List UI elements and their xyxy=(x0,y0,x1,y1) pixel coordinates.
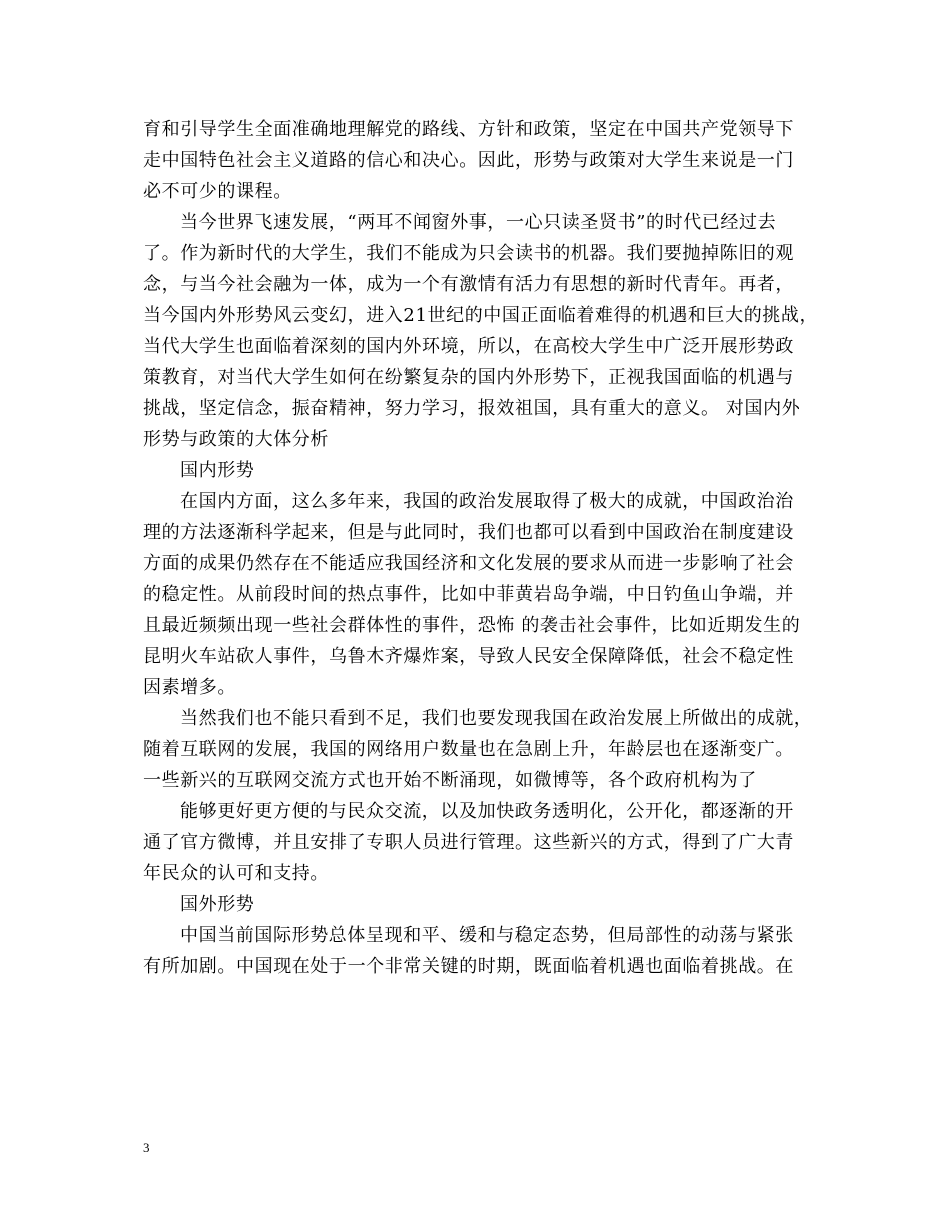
text-line: 念，与当今社会融为一体，成为一个有激情有活力有思想的新时代青年。再者， xyxy=(143,274,794,295)
paragraph-start: 在国内方面，这么多年来，我国的政治发展取得了极大的成就，中国政治治 xyxy=(180,491,794,512)
text-line: 一些新兴的互联网交流方式也开始不断涌现，如微博等，各个政府机构为了 xyxy=(143,770,757,791)
text-line: 必不可少的课程。 xyxy=(143,181,292,202)
text-line: 方面的成果仍然存在不能适应我国经济和文化发展的要求从而进一步影响了社会 xyxy=(143,553,794,574)
text-line: 因素增多。 xyxy=(143,677,236,698)
text-line: 形势与政策的大体分析 xyxy=(143,429,329,450)
text-line: 育和引导学生全面准确地理解党的路线、方针和政策，坚定在中国共产党领导下 xyxy=(143,119,794,140)
text-line: 理的方法逐渐科学起来，但是与此同时，我们也都可以看到中国政治在制度建设 xyxy=(143,522,794,543)
text-line: 随着互联网的发展，我国的网络用户数量也在急剧上升，年龄层也在逐渐变广。 xyxy=(143,739,794,760)
text-line: 走中国特色社会主义道路的信心和决心。因此，形势与政策对大学生来说是一门 xyxy=(143,150,794,171)
section-heading: 国外形势 xyxy=(180,894,255,915)
text-line: 当代大学生也面临着深刻的国内外环境，所以，在高校大学生中广泛开展形势政 xyxy=(143,336,794,357)
paragraph-start: 中国当前国际形势总体呈现和平、缓和与稳定态势，但局部性的动荡与紧张 xyxy=(180,925,794,946)
text-line: 昆明火车站砍人事件，乌鲁木齐爆炸案，导致人民安全保障降低，社会不稳定性 xyxy=(143,646,794,667)
text-line: 且最近频频出现一些社会群体性的事件，恐怖 的袭击社会事件，比如近期发生的 xyxy=(143,615,801,636)
section-heading: 国内形势 xyxy=(180,460,255,481)
text-line: 挑战，坚定信念，振奋精神，努力学习，报效祖国，具有重大的意义。 对国内外 xyxy=(143,398,801,419)
text-line: 当今国内外形势风云变幻，进入21世纪的中国正面临着难得的机遇和巨大的挑战， xyxy=(143,305,819,326)
text-line: 了。作为新时代的大学生，我们不能成为只会读书的机器。我们要抛掉陈旧的观 xyxy=(143,243,794,264)
body-text xyxy=(143,114,818,982)
text-line: 的稳定性。从前段时间的热点事件，比如中菲黄岩岛争端，中日钓鱼山争端，并 xyxy=(143,584,794,605)
paragraph-start: 当然我们也不能只看到不足，我们也要发现我国在政治发展上所做出的成就， xyxy=(180,708,813,729)
text-line: 有所加剧。中国现在处于一个非常关键的时期，既面临着机遇也面临着挑战。在 xyxy=(143,956,794,977)
paragraph-start: 当今世界飞速发展，“两耳不闻窗外事，一心只读圣贤书”的时代已经过去 xyxy=(180,212,777,233)
text-line: 策教育，对当代大学生如何在纷繁复杂的国内外形势下，正视我国面临的机遇与 xyxy=(143,367,794,388)
text-line: 年民众的认可和支持。 xyxy=(143,863,329,884)
paragraph-start: 能够更好更方便的与民众交流，以及加快政务透明化，公开化，都逐渐的开 xyxy=(180,801,794,822)
text-line: 通了官方微博，并且安排了专职人员进行管理。这些新兴的方式，得到了广大青 xyxy=(143,832,794,853)
page-number: 3 xyxy=(143,1140,150,1155)
